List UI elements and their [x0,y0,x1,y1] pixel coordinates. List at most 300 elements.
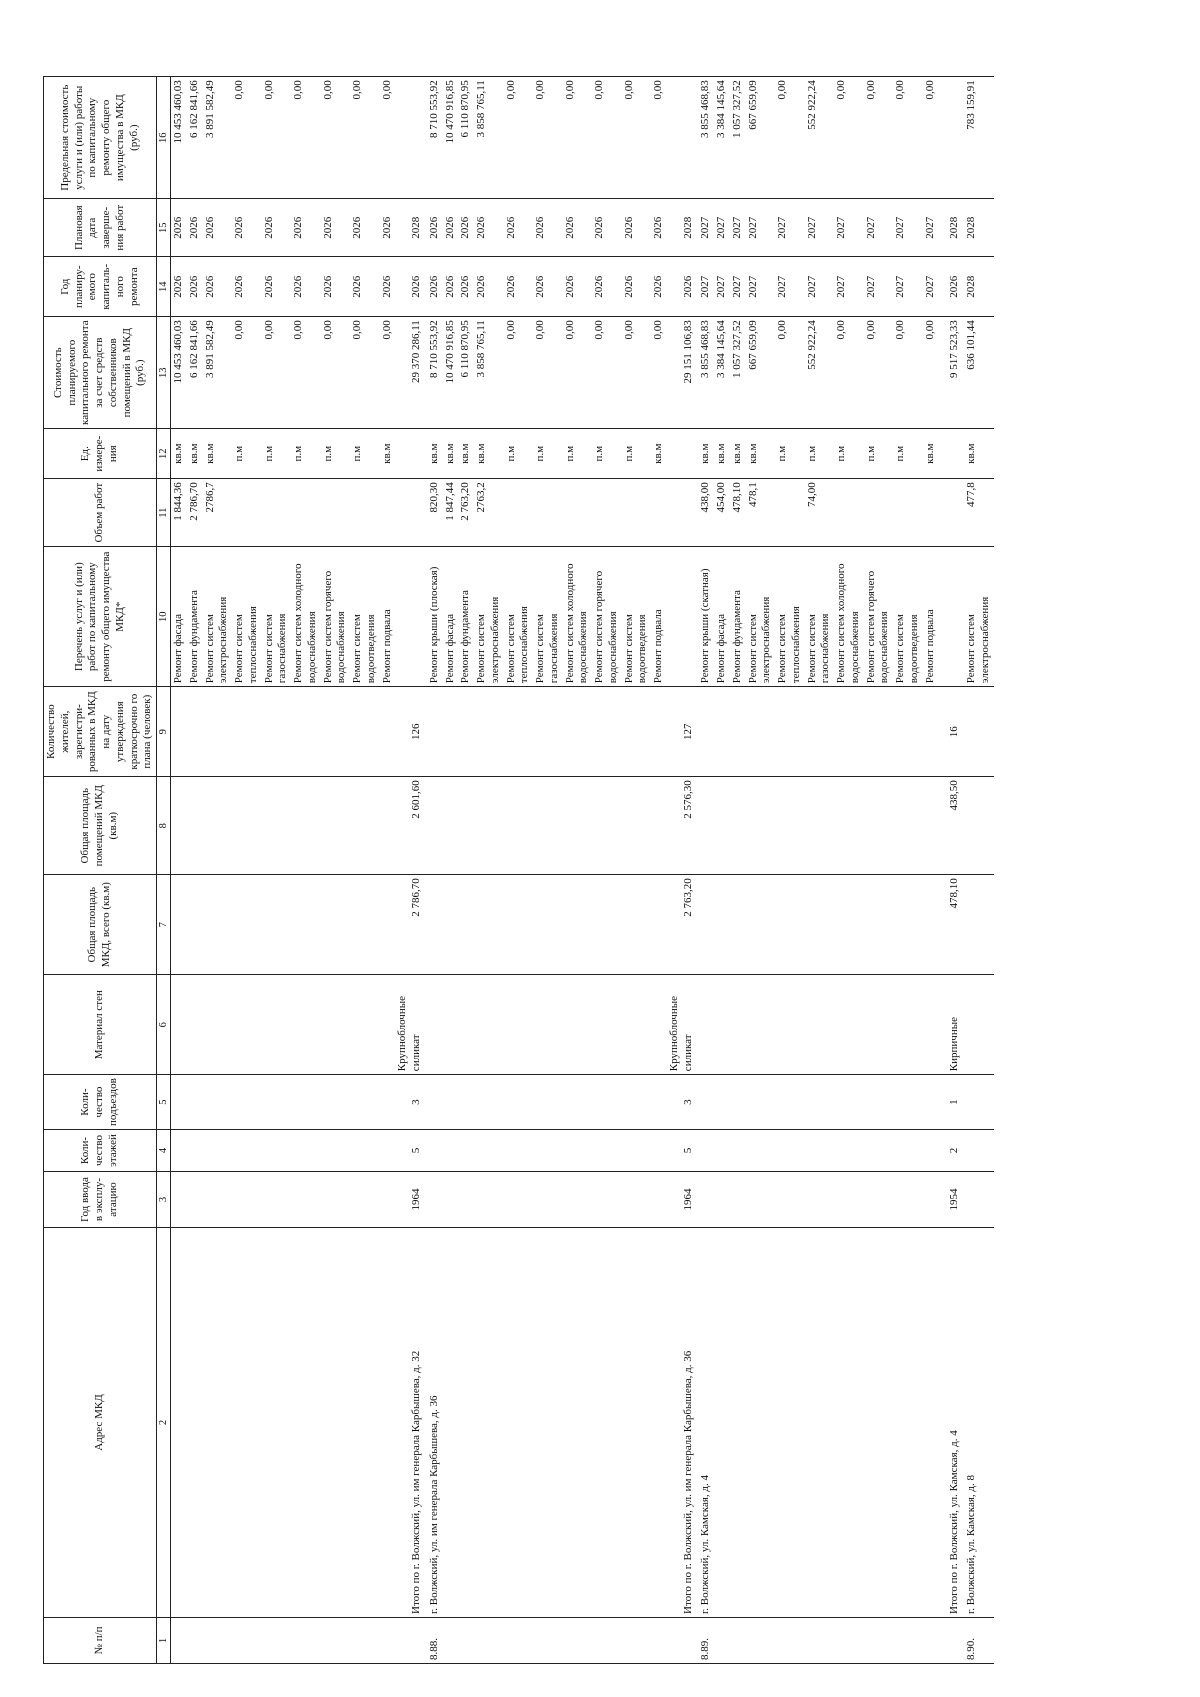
volume-cell: 454,00 [714,479,730,547]
year-cell: 2026 [458,257,474,317]
year-cell: 2027 [834,257,864,317]
limit-cost-cell: 0,00 [834,77,864,199]
completion-date-cell: 2026 [443,199,459,257]
empty-cell [380,687,396,777]
unit-cell: кв.м [651,429,667,479]
empty-cell [805,875,835,975]
empty-cell [321,777,351,875]
limit-cost-cell: 0,00 [533,77,563,199]
empty-cell [171,875,187,975]
volume-cell [893,479,923,547]
empty-cell [291,875,321,975]
empty-cell [504,1130,534,1172]
address-cell [923,1228,939,1618]
address-cell [893,1228,923,1618]
empty-cell [171,777,187,875]
unit-cell: кв.м [171,429,187,479]
work-type-cell: Ремонт крыши (скатная) [698,547,714,687]
completion-date-cell: 2028 [667,199,697,257]
limit-cost-cell: 10 453 460,03 [171,77,187,199]
empty-cell [262,1075,292,1130]
address-cell [714,1228,730,1618]
volume-cell: 820,30 [427,479,443,547]
row-number [746,1618,776,1664]
unit-cell: п.м [504,429,534,479]
empty-cell [504,975,534,1075]
column-number: 13 [157,317,171,429]
work-type-cell: Ремонт систем газоснабжения [805,547,835,687]
address-cell [171,1228,187,1618]
empty-cell [427,1172,443,1228]
residents-cell: 126 [395,687,425,777]
header-cell: № п/п [44,1618,157,1664]
address-cell [504,1228,534,1618]
completion-date-cell: 2028 [964,199,994,257]
empty-cell [622,975,652,1075]
row-number [443,1618,459,1664]
empty-cell [232,687,262,777]
empty-cell [395,429,425,479]
volume-cell [775,479,805,547]
completion-date-cell: 2026 [592,199,622,257]
empty-cell [232,875,262,975]
year-built-cell: 1954 [938,1172,962,1228]
entrances-cell: 1 [938,1075,962,1130]
address-cell [730,1228,746,1618]
wall-material-cell: Кирпичные [938,975,962,1075]
table-row [443,77,459,1664]
cost-cell: 0,00 [350,317,380,429]
table-row [714,77,730,1664]
completion-date-cell: 2026 [203,199,233,257]
row-number [474,1618,504,1664]
completion-date-cell: 2027 [923,199,939,257]
address-cell [262,1228,292,1618]
table-row [698,77,714,1664]
completion-date-cell: 2026 [187,199,203,257]
completion-date-cell: 2027 [746,199,776,257]
row-number [563,1618,593,1664]
volume-cell: 2763,2 [474,479,504,547]
row-number [730,1618,746,1664]
empty-cell [592,975,622,1075]
completion-date-cell: 2026 [563,199,593,257]
entrances-cell: 3 [395,1075,425,1130]
total-row [667,77,697,1664]
empty-cell [474,687,504,777]
work-type-cell: Ремонт систем водоотведения [893,547,923,687]
total-cost-cell: 29 370 286,11 [395,317,425,429]
year-cell: 2026 [203,257,233,317]
empty-cell [443,777,459,875]
empty-cell [232,777,262,875]
limit-cost-cell: 6 110 870,95 [458,77,474,199]
work-type-cell: Ремонт систем электроснабжения [746,547,776,687]
empty-cell [938,77,962,199]
empty-cell [291,1130,321,1172]
cost-cell: 0,00 [651,317,667,429]
empty-cell [923,1130,939,1172]
work-type-cell: Ремонт фундамента [458,547,474,687]
completion-date-cell: 2026 [458,199,474,257]
empty-cell [834,687,864,777]
empty-cell [504,875,534,975]
year-cell: 2026 [474,257,504,317]
table-row [187,77,203,1664]
unit-cell: п.м [533,429,563,479]
limit-cost-cell: 3 891 582,49 [203,77,233,199]
empty-cell [730,1172,746,1228]
volume-cell [592,479,622,547]
cost-cell: 10 453 460,03 [171,317,187,429]
empty-cell [203,1075,233,1130]
column-number: 7 [157,875,171,975]
cost-cell: 6 162 841,66 [187,317,203,429]
empty-cell [834,1130,864,1172]
table-row [533,77,563,1664]
header-cell: Адрес МКД [44,1228,157,1618]
header-cell: Год планиру- емого капиталь- ного ремонта [44,257,157,317]
header-cell: Ед. измере- ния [44,429,157,479]
unit-cell: п.м [864,429,894,479]
year-cell: 2028 [964,257,994,317]
empty-cell [380,1172,396,1228]
column-number: 11 [157,479,171,547]
empty-cell [533,687,563,777]
row-number: 8.89. [698,1618,714,1664]
year-cell: 2026 [232,257,262,317]
year-cell: 2026 [667,257,697,317]
unit-cell: п.м [563,429,593,479]
row-number [232,1618,262,1664]
empty-cell [938,479,962,547]
completion-date-cell: 2027 [864,199,894,257]
row-number [775,1618,805,1664]
year-cell: 2026 [592,257,622,317]
cost-cell: 3 384 145,64 [714,317,730,429]
empty-cell [187,777,203,875]
row-number [864,1618,894,1664]
year-built-cell: 1964 [667,1172,697,1228]
completion-date-cell: 2026 [427,199,443,257]
empty-cell [203,777,233,875]
unit-cell: кв.м [923,429,939,479]
work-type-cell: Ремонт фундамента [730,547,746,687]
year-cell: 2026 [443,257,459,317]
completion-date-cell: 2026 [321,199,351,257]
work-type-cell: Ремонт систем электроснабжения [964,547,994,687]
empty-cell [427,875,443,975]
cost-cell: 3 891 582,49 [203,317,233,429]
header-cell: Предельная стоимость услуги и (или) работы по капитальному ремонту общего имущества в МКД (руб.) [44,77,157,199]
limit-cost-cell: 0,00 [321,77,351,199]
empty-cell [203,875,233,975]
work-type-cell: Ремонт систем водоотведения [622,547,652,687]
empty-cell [427,975,443,1075]
empty-cell [651,1130,667,1172]
empty-cell [964,1130,994,1172]
volume-cell: 2786,7 [203,479,233,547]
empty-cell [321,975,351,1075]
row-number [187,1618,203,1664]
empty-cell [730,687,746,777]
total-area-cell: 478,10 [938,875,962,975]
year-cell: 2027 [893,257,923,317]
total-label: Итого по г. Волжский, ул. им генерала Карбышева, д. 36 [667,1228,697,1618]
year-cell: 2026 [427,257,443,317]
empty-cell [380,1075,396,1130]
row-number [380,1618,396,1664]
cost-cell: 6 110 870,95 [458,317,474,429]
work-type-cell: Ремонт фасада [714,547,730,687]
empty-cell [458,875,474,975]
table-row [563,77,593,1664]
cost-cell: 667 659,09 [746,317,776,429]
column-number: 15 [157,199,171,257]
empty-cell [775,1075,805,1130]
limit-cost-cell: 3 384 145,64 [714,77,730,199]
empty-cell [321,1172,351,1228]
year-cell: 2026 [622,257,652,317]
empty-cell [187,1130,203,1172]
empty-cell [714,1075,730,1130]
limit-cost-cell: 3 855 468,83 [698,77,714,199]
year-cell: 2026 [651,257,667,317]
empty-cell [474,975,504,1075]
empty-cell [458,1130,474,1172]
unit-cell: п.м [834,429,864,479]
empty-cell [622,1130,652,1172]
row-number [203,1618,233,1664]
empty-cell [563,1172,593,1228]
empty-cell [893,1172,923,1228]
work-type-cell: Ремонт систем теплоснабжения [775,547,805,687]
empty-cell [474,1130,504,1172]
empty-cell [592,687,622,777]
empty-cell [474,1172,504,1228]
row-number [651,1618,667,1664]
row-number [262,1618,292,1664]
empty-cell [651,777,667,875]
empty-cell [864,975,894,1075]
empty-cell [504,687,534,777]
year-cell: 2026 [533,257,563,317]
residents-cell: 16 [938,687,962,777]
empty-cell [964,687,994,777]
limit-cost-cell: 0,00 [232,77,262,199]
completion-date-cell: 2026 [171,199,187,257]
completion-date-cell: 2026 [232,199,262,257]
empty-cell [321,1130,351,1172]
empty-cell [171,1130,187,1172]
empty-cell [443,1075,459,1130]
volume-cell: 478,10 [730,479,746,547]
volume-cell [350,479,380,547]
work-type-cell: Ремонт фасада [443,547,459,687]
completion-date-cell: 2027 [714,199,730,257]
work-type-cell: Ремонт систем электроснабжения [474,547,504,687]
empty-cell [714,975,730,1075]
empty-cell [321,875,351,975]
volume-cell [262,479,292,547]
empty-cell [533,1172,563,1228]
row-number [622,1618,652,1664]
volume-cell: 1 847,44 [443,479,459,547]
empty-cell [171,687,187,777]
address-cell [651,1228,667,1618]
table-row [458,77,474,1664]
table-row [893,77,923,1664]
limit-cost-cell: 552 922,24 [805,77,835,199]
cost-cell: 3 858 765,11 [474,317,504,429]
empty-cell [651,975,667,1075]
completion-date-cell: 2028 [938,199,962,257]
year-cell: 2026 [291,257,321,317]
header-cell: Плановая дата заверше- ния работ [44,199,157,257]
row-number: 8.90. [964,1618,994,1664]
header-cell: Стоимость планируемого капитального ремонта за счет средств собственников помещений в МКД (руб.) [44,317,157,429]
cost-cell: 0,00 [533,317,563,429]
volume-cell: 74,00 [805,479,835,547]
empty-cell [938,429,962,479]
row-number [533,1618,563,1664]
empty-cell [458,975,474,1075]
year-cell: 2026 [321,257,351,317]
empty-cell [380,975,396,1075]
year-cell: 2027 [775,257,805,317]
limit-cost-cell: 1 057 327,52 [730,77,746,199]
empty-cell [805,1130,835,1172]
year-cell: 2027 [864,257,894,317]
column-number: 10 [157,547,171,687]
empty-cell [805,687,835,777]
work-type-cell: Ремонт крыши (плоская) [427,547,443,687]
empty-cell [232,1075,262,1130]
table-row [171,77,187,1664]
total-area-cell: 2 763,20 [667,875,697,975]
empty-cell [893,875,923,975]
unit-cell: кв.м [427,429,443,479]
cost-cell: 8 710 553,92 [427,317,443,429]
empty-cell [474,777,504,875]
year-cell: 2026 [395,257,425,317]
limit-cost-cell: 3 858 765,11 [474,77,504,199]
empty-cell [964,1172,994,1228]
empty-cell [203,1172,233,1228]
cost-cell: 0,00 [893,317,923,429]
unit-cell: кв.м [698,429,714,479]
cost-cell: 0,00 [504,317,534,429]
empty-cell [775,1172,805,1228]
row-number [834,1618,864,1664]
volume-cell [291,479,321,547]
year-built-cell: 1964 [395,1172,425,1228]
empty-cell [651,1172,667,1228]
empty-cell [171,1172,187,1228]
empty-cell [350,1172,380,1228]
empty-cell [730,1075,746,1130]
table-body [171,77,994,1664]
floors-cell: 2 [938,1130,962,1172]
empty-cell [964,975,994,1075]
table-row [427,77,443,1664]
cost-cell: 0,00 [262,317,292,429]
empty-cell [651,875,667,975]
header-cell: Перечень услуг и (или) работ по капитальному ремонту общего имущества МКД* [44,547,157,687]
unit-cell: кв.м [203,429,233,479]
work-type-cell: Ремонт систем холодного водоснабжения [291,547,321,687]
column-number: 6 [157,975,171,1075]
total-area-cell: 2 786,70 [395,875,425,975]
header-cell: Объем работ [44,479,157,547]
empty-cell [714,1130,730,1172]
empty-cell [730,975,746,1075]
rooms-area-cell: 2 576,30 [667,777,697,875]
limit-cost-cell: 0,00 [622,77,652,199]
empty-cell [563,875,593,975]
empty-cell [923,975,939,1075]
empty-cell [443,1172,459,1228]
total-label: Итого по г. Волжский, ул. Камская, д. 4 [938,1228,962,1618]
empty-cell [864,687,894,777]
empty-cell [187,975,203,1075]
address-cell [187,1228,203,1618]
empty-cell [563,1130,593,1172]
address-cell [592,1228,622,1618]
empty-cell [395,479,425,547]
table-row [775,77,805,1664]
empty-cell [622,777,652,875]
empty-cell [964,777,994,875]
empty-cell [775,875,805,975]
empty-cell [171,975,187,1075]
empty-cell [533,975,563,1075]
header-cell: Количество жителей, зарегистри- рованных в МКД на дату утверждения краткосрочно го плана (человек) [44,687,157,777]
limit-cost-cell: 0,00 [291,77,321,199]
limit-cost-cell: 8 710 553,92 [427,77,443,199]
completion-date-cell: 2026 [291,199,321,257]
empty-cell [262,687,292,777]
empty-cell [563,1075,593,1130]
volume-cell [834,479,864,547]
empty-cell [667,1618,697,1664]
header-cell: Год ввода в эксплу- атацию [44,1172,157,1228]
unit-cell: кв.м [714,429,730,479]
wall-material-cell: Крупноблочные силикат [395,975,425,1075]
empty-cell [232,1172,262,1228]
empty-cell [938,547,962,687]
limit-cost-cell: 667 659,09 [746,77,776,199]
empty-cell [746,975,776,1075]
empty-cell [350,875,380,975]
empty-cell [714,875,730,975]
work-type-cell: Ремонт систем газоснабжения [262,547,292,687]
empty-cell [714,1172,730,1228]
volume-cell [380,479,396,547]
empty-cell [834,777,864,875]
year-cell: 2027 [923,257,939,317]
cost-cell: 0,00 [563,317,593,429]
unit-cell: п.м [805,429,835,479]
row-number [350,1618,380,1664]
empty-cell [232,1130,262,1172]
address-cell: г. Волжский, ул. Камская, д. 8 [964,1228,994,1618]
empty-cell [187,875,203,975]
empty-cell [458,1075,474,1130]
row-number [504,1618,534,1664]
work-type-cell: Ремонт систем газоснабжения [533,547,563,687]
column-number: 9 [157,687,171,777]
